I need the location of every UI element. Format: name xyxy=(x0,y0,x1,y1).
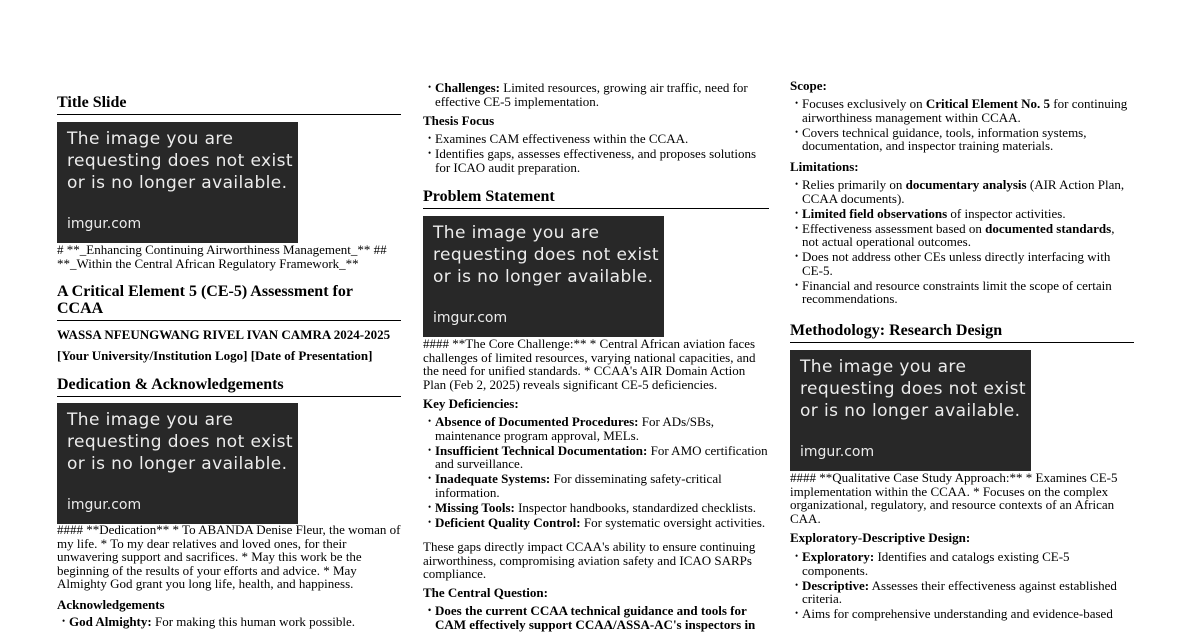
list-item: • Does the current CCAA technical guidance and tools for CAM effectively support CCAA/ASSA-AC's inspectors in xyxy=(423,604,769,631)
list-item: • Relies primarily on documentary analysis (AIR Action Plan, CCAA documents). xyxy=(790,178,1134,205)
broken-image-icon: The image you are requesting does not exist or is no longer available. imgur.com xyxy=(790,350,1031,471)
impact-paragraph: These gaps directly impact CCAA's ability to ensure continuing airworthiness, compromising aviation safety and ICAO SARPs compliance. xyxy=(423,539,756,582)
dedication-image-placeholder xyxy=(57,403,401,524)
list-item: • Focuses exclusively on Critical Element No. 5 for continuing airworthiness management within CCAA. xyxy=(790,97,1134,124)
thesis-focus-heading: Thesis Focus xyxy=(423,113,495,128)
list-item: • Does not address other CEs unless directly interfacing with CE-5. xyxy=(790,250,1134,277)
core-challenge-text: #### **The Core Challenge:** * Central African aviation faces challenges of limited resources, varying national capacities, and the need for unified standards. * CCAA's AIR Domain Action Plan (Feb 2, 2025) reveals significant CE-5 deficiencies. xyxy=(423,336,756,392)
list-item: • Covers technical guidance, tools, information systems, documentation, and inspector training materials. xyxy=(790,126,1134,153)
list-item: • Effectiveness assessment based on documented standards, not actual operational outcomes. xyxy=(790,222,1134,249)
title-image-placeholder xyxy=(57,122,401,243)
list-item: • Financial and resource constraints limit the scope of certain recommendations. xyxy=(790,279,1134,306)
list-item: • Insufficient Technical Documentation: For AMO certification and surveillance. xyxy=(423,444,769,471)
list-item: • Limited field observations of inspector activities. xyxy=(790,207,1134,221)
central-question-heading: The Central Question: xyxy=(423,585,548,600)
thesis-focus-list xyxy=(423,132,769,176)
broken-image-icon: The image you are requesting does not exist or is no longer available. imgur.com xyxy=(57,122,298,243)
broken-image-icon: The image you are requesting does not exist or is no longer available. imgur.com xyxy=(423,216,664,337)
list-item: • Aims for comprehensive understanding and evidence-based xyxy=(790,607,1134,621)
qualitative-approach-text: #### **Qualitative Case Study Approach:** * Examines CE-5 implementation within the CCAA. * Focuses on the complex organizational, regulatory, and resource contexts of an African CAA. xyxy=(790,470,1118,526)
title-slide-heading: Title Slide xyxy=(57,94,401,115)
limitations-list xyxy=(790,178,1134,307)
exploratory-design-heading: Exploratory-Descriptive Design: xyxy=(790,530,971,545)
main-title: A Critical Element 5 (CE-5) Assessment for CCAA xyxy=(57,283,401,321)
scope-list xyxy=(790,97,1134,154)
list-item: • Absence of Documented Procedures: For ADs/SBs, maintenance program approval, MELs. xyxy=(423,415,769,442)
list-item: • Missing Tools: Inspector handbooks, standardized checklists. xyxy=(423,501,769,515)
author-line: WASSA NFEUNGWANG RIVEL IVAN CAMRA 2024-2025 xyxy=(57,327,391,342)
key-deficiencies-list xyxy=(423,415,769,531)
acknowledgements-list xyxy=(57,615,401,630)
acknowledgements-heading: Acknowledgements xyxy=(57,597,165,612)
list-item: • Challenges: Limited resources, growing air traffic, need for effective CE-5 implementation. xyxy=(423,81,769,108)
methodology-heading: Methodology: Research Design xyxy=(790,322,1134,343)
methodology-image-placeholder xyxy=(790,350,1134,471)
logo-date-line: [Your University/Institution Logo] [Date of Presentation] xyxy=(57,348,373,363)
list-item: • Descriptive: Assesses their effectiveness against established criteria. xyxy=(790,579,1134,606)
list-item: • Exploratory: Identifies and catalogs existing CE-5 components. xyxy=(790,550,1134,577)
dedication-text: #### **Dedication** * To ABANDA Denise Fleur, the woman of my life. * To my dear relatives and loved ones, for their unwavering support and sacrifices. * May this work be the beginning of the results of your efforts and advice. * May Almighty God grant you long life, health, and happiness. xyxy=(57,522,401,592)
key-deficiencies-heading: Key Deficiencies: xyxy=(423,396,519,411)
design-list xyxy=(790,550,1134,622)
problem-image-placeholder xyxy=(423,216,769,337)
list-item: • God Almighty: For making this human work possible. xyxy=(57,615,401,629)
challenges-list xyxy=(423,81,769,110)
dedication-heading: Dedication & Acknowledgements xyxy=(57,376,401,397)
list-item: • Identifies gaps, assesses effectiveness, and proposes solutions for ICAO audit preparation. xyxy=(423,147,769,174)
limitations-heading: Limitations: xyxy=(790,159,859,174)
scope-heading: Scope: xyxy=(790,78,827,93)
broken-image-icon: The image you are requesting does not exist or is no longer available. imgur.com xyxy=(57,403,298,524)
central-question-list xyxy=(423,604,769,633)
subtitle-text: # **_Enhancing Continuing Airworthiness Management_** ## **_Within the Central African Regulatory Framework_** xyxy=(57,242,387,271)
problem-statement-heading: Problem Statement xyxy=(423,188,769,209)
list-item: • Inadequate Systems: For disseminating safety-critical information. xyxy=(423,472,769,499)
list-item: • Examines CAM effectiveness within the CCAA. xyxy=(423,132,769,146)
list-item: • Deficient Quality Control: For systematic oversight activities. xyxy=(423,516,769,530)
